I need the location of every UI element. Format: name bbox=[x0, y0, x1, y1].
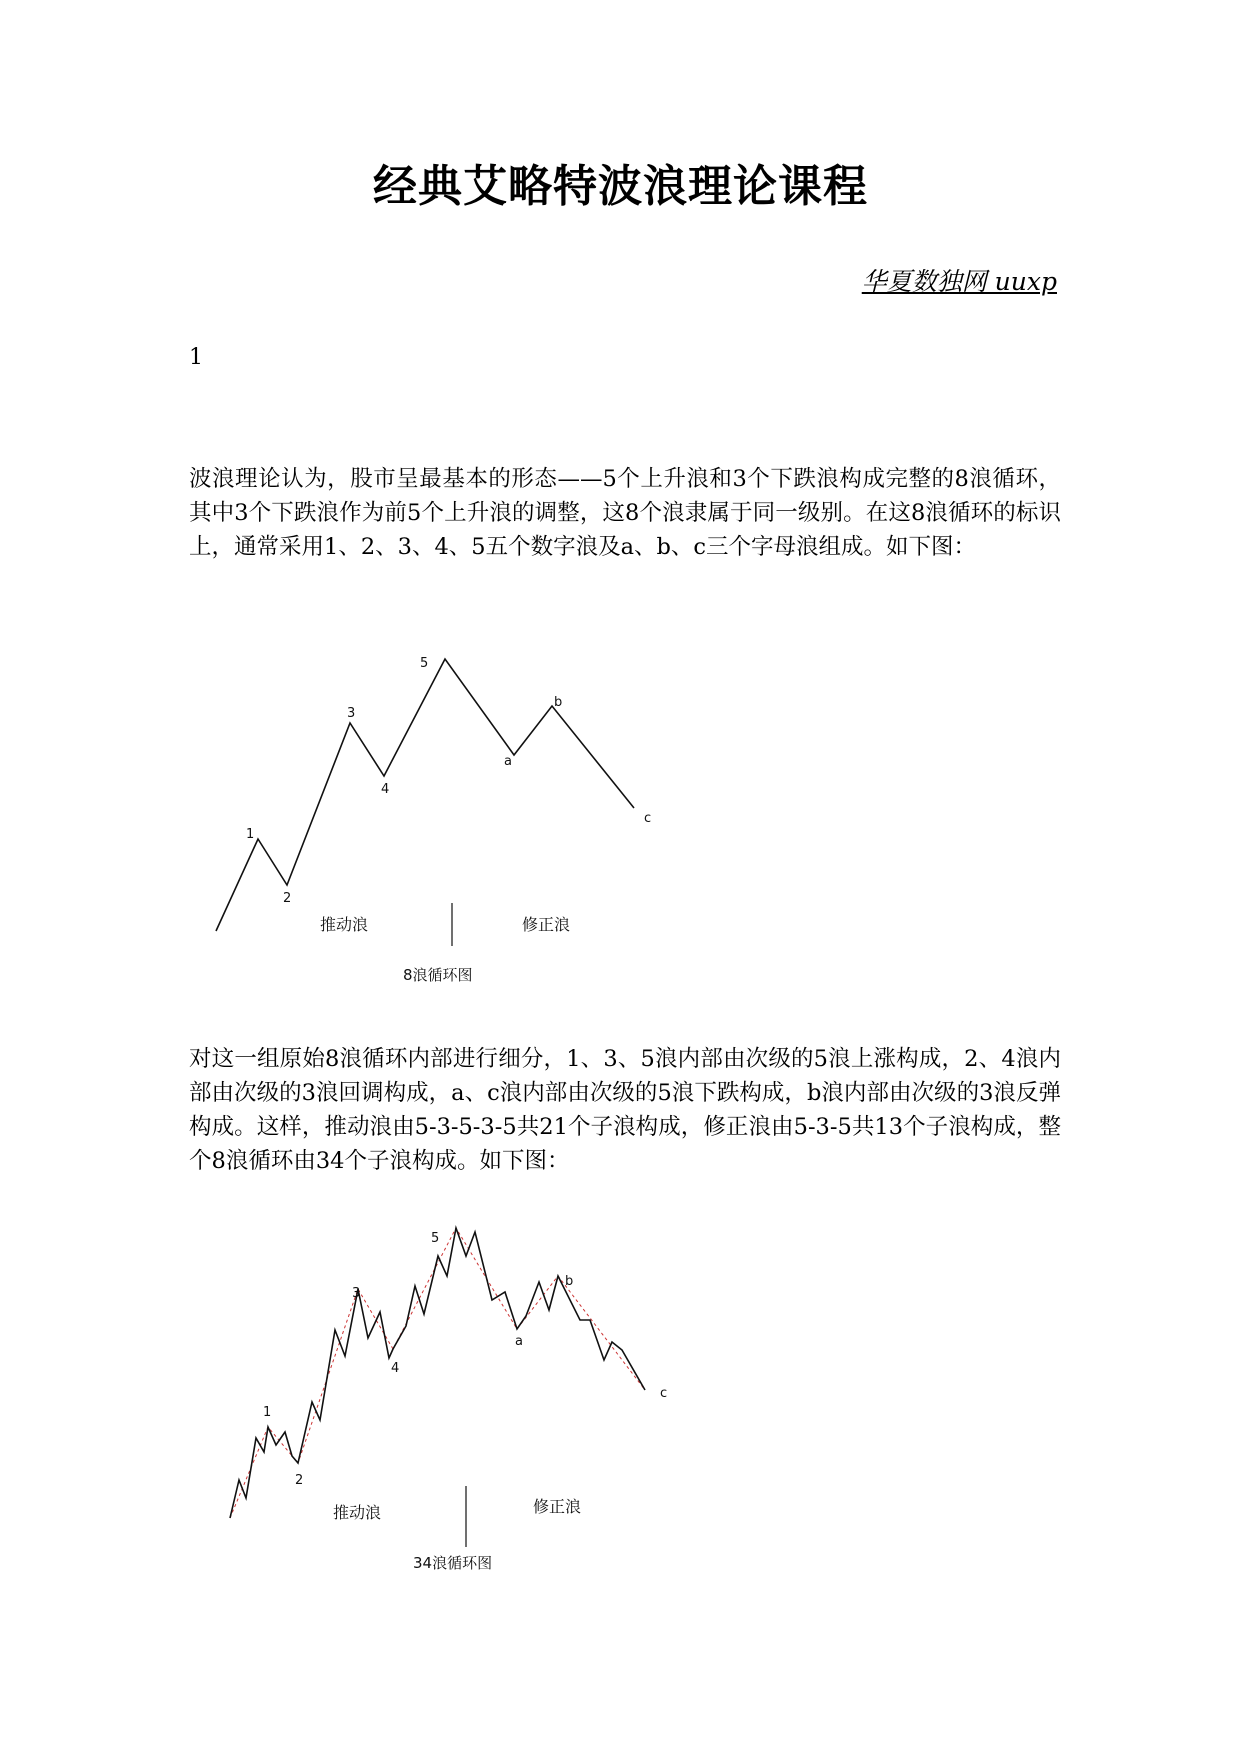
paragraph-intro: 波浪理论认为，股市呈最基本的形态——5个上升浪和3个下跌浪构成完整的8浪循环，其中3个下跌浪作为前5个上升浪的调整，这8个浪隶属于同一级别。在这8浪循环的标识上，通常采用1、2、3、4、5五个数字浪及a、b、c三个字母浪组成。如下图： bbox=[189, 466, 1061, 560]
wave-label-a: a bbox=[504, 754, 512, 769]
wave-label-c: c bbox=[644, 811, 652, 826]
section-number: 1 bbox=[189, 345, 203, 370]
page-title: 经典艾略特波浪理论课程 bbox=[373, 161, 868, 212]
impulse-label: 推动浪 bbox=[333, 1503, 382, 1522]
figure-caption: 34浪循环图 bbox=[413, 1554, 493, 1572]
trend-line bbox=[230, 1228, 645, 1518]
wave-label-c: c bbox=[660, 1386, 668, 1401]
wave-label-1: 1 bbox=[263, 1405, 272, 1420]
wave-label-4: 4 bbox=[391, 1361, 400, 1376]
corrective-label: 修正浪 bbox=[533, 1497, 582, 1516]
wave-label-3: 3 bbox=[352, 1286, 361, 1301]
wave-label-3: 3 bbox=[347, 706, 356, 721]
corrective-label: 修正浪 bbox=[522, 915, 571, 934]
wave-line bbox=[230, 1228, 645, 1518]
wave-label-4: 4 bbox=[381, 782, 390, 797]
paragraph-subdivision: 对这一组原始8浪循环内部进行细分，1、3、5浪内部由次级的5浪上涨构成，2、4浪内部由次级的3浪回调构成，a、c浪内部由次级的5浪下跌构成，b浪内部由次级的3浪反弹构成。这样，推动浪由5-3-5-3-5共21个子浪构成，修正浪由5-3-5共13个子浪构成，整个8浪循环由34个子浪构成。如下图： bbox=[189, 1046, 1061, 1174]
wave-label-2: 2 bbox=[283, 891, 292, 906]
author-line: 华夏数独网 uuxp bbox=[861, 267, 1057, 296]
wave-label-5: 5 bbox=[431, 1231, 440, 1246]
wave-label-1: 1 bbox=[246, 827, 255, 842]
wave-label-b: b bbox=[554, 695, 563, 710]
wave-label-5: 5 bbox=[420, 656, 429, 671]
wave-label-b: b bbox=[565, 1274, 574, 1289]
wave-label-a: a bbox=[515, 1334, 523, 1349]
figure-caption: 8浪循环图 bbox=[403, 966, 473, 984]
impulse-label: 推动浪 bbox=[320, 915, 369, 934]
wave-label-2: 2 bbox=[295, 1473, 304, 1488]
